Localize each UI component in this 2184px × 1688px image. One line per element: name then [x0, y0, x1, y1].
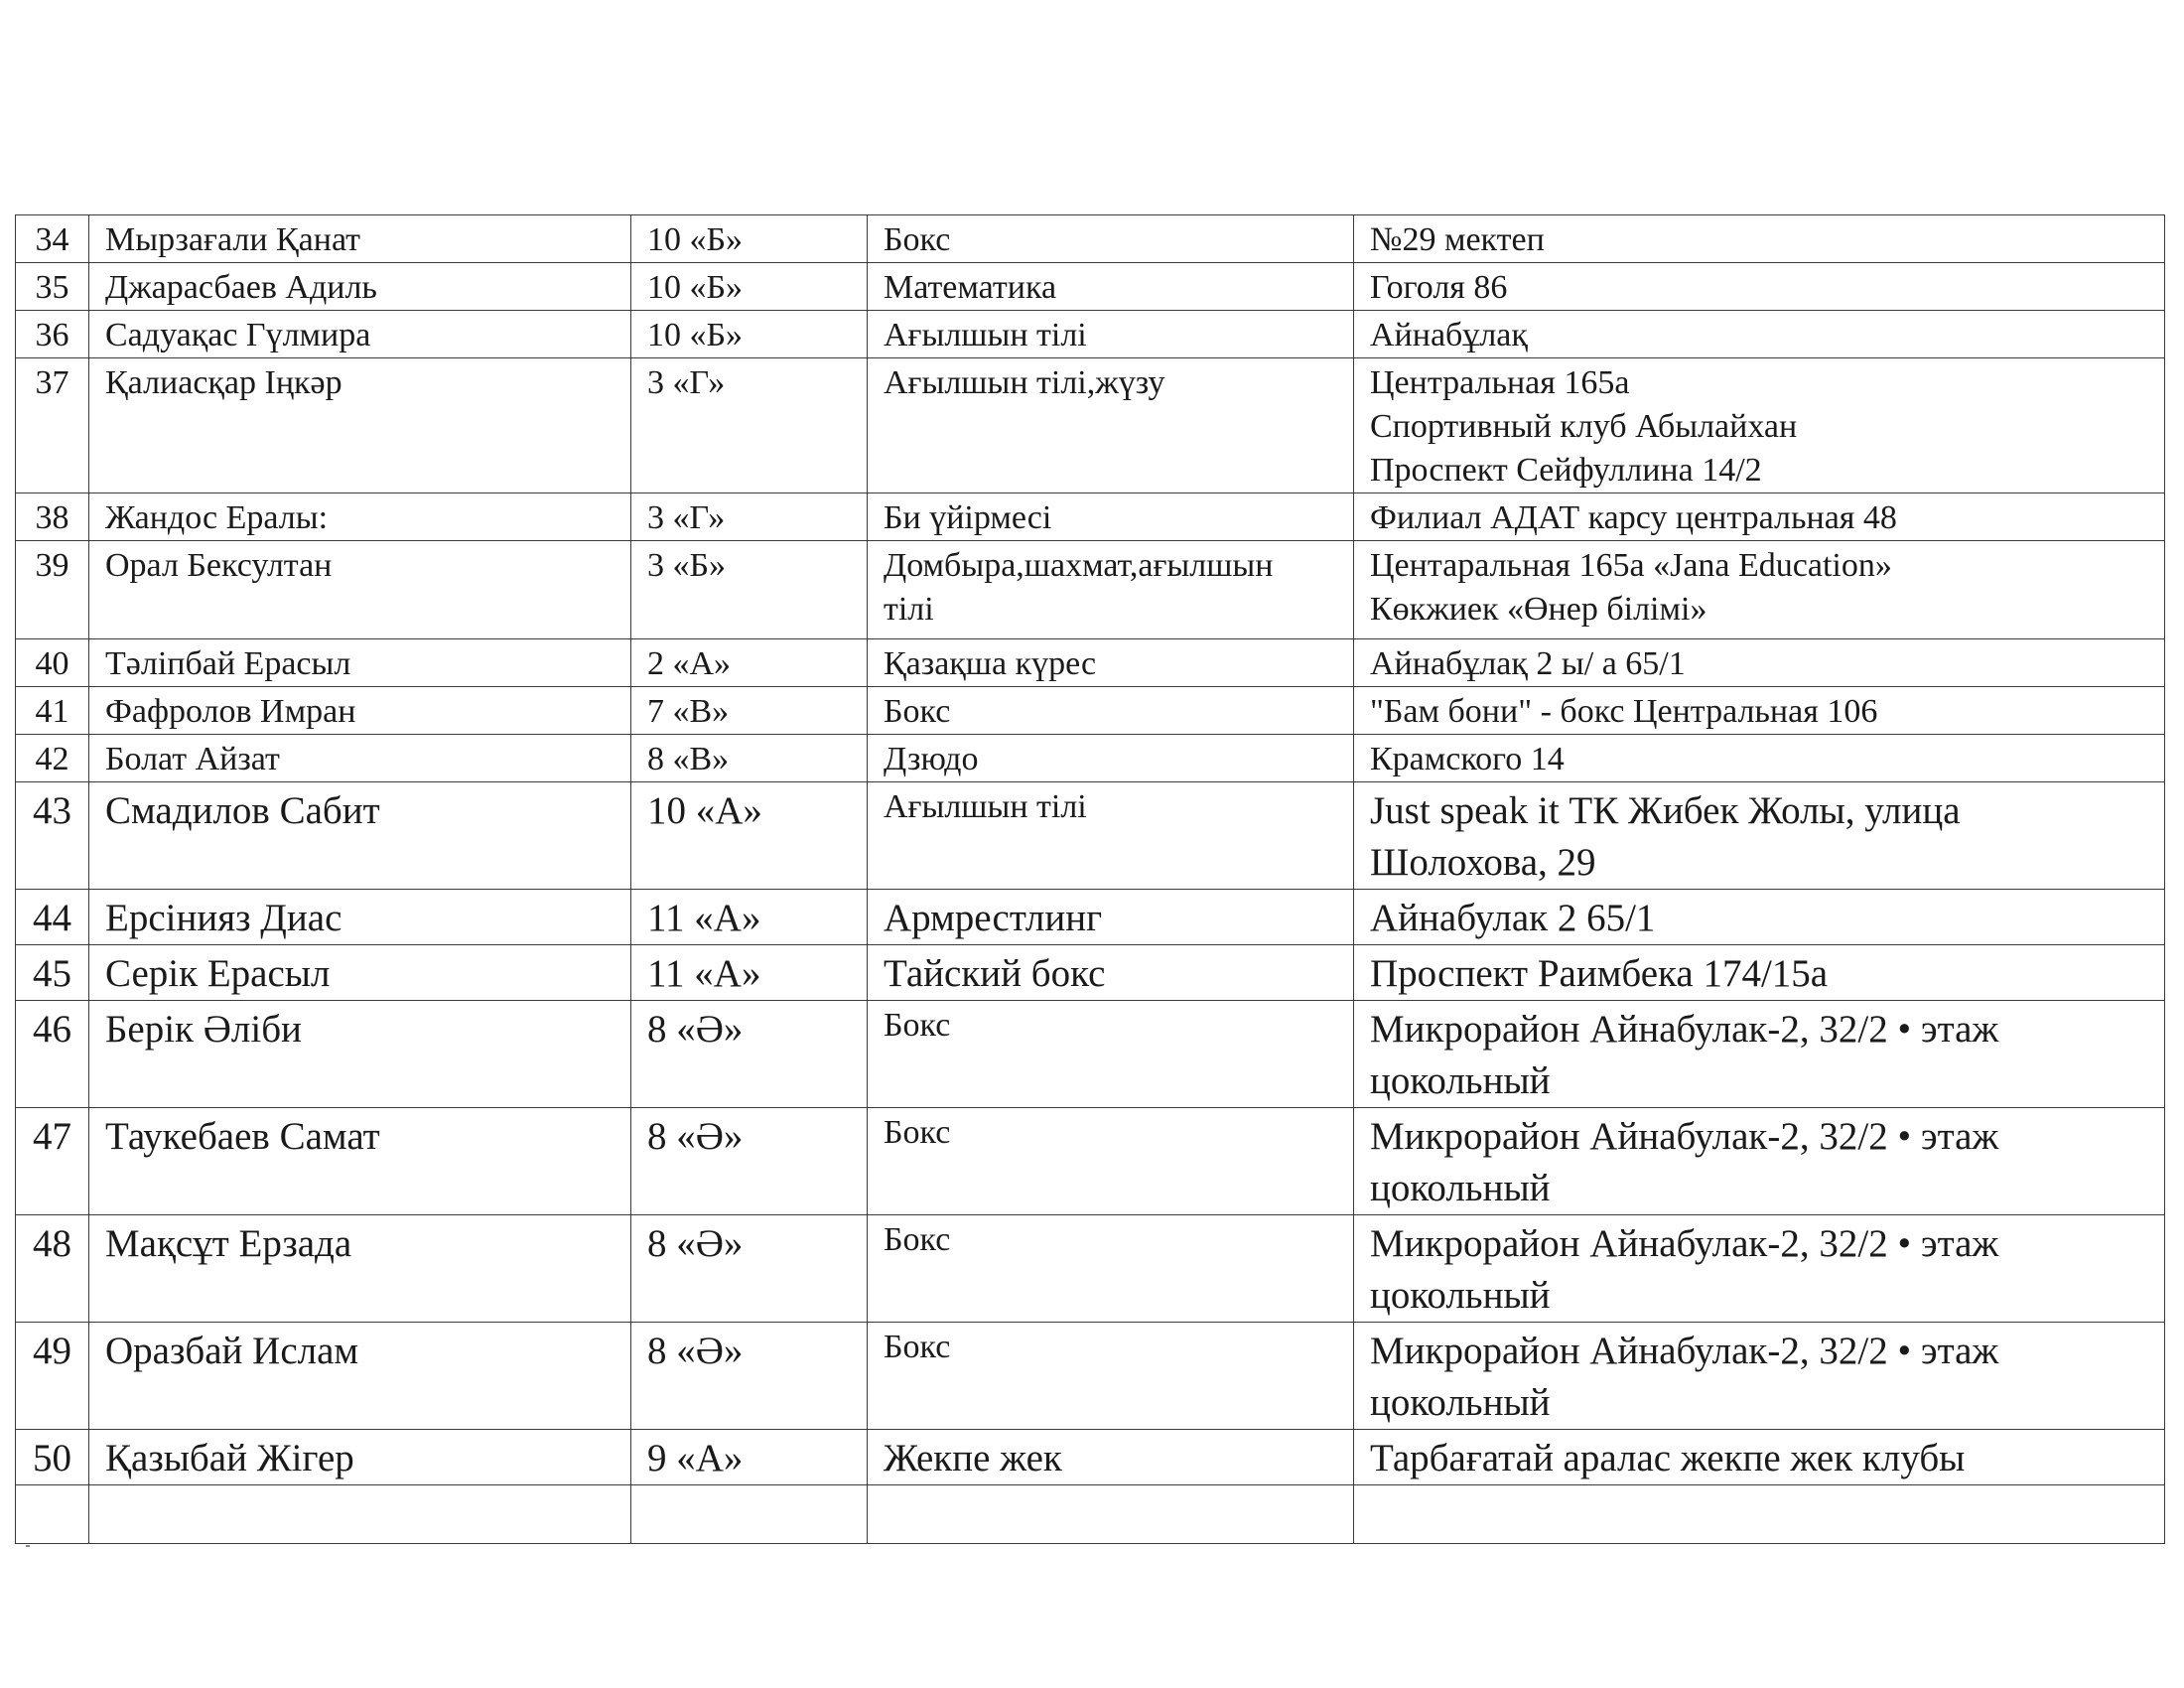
activity-place: Микрорайон Айнабулак-2, 32/2 • этаж цокольный	[1354, 1108, 2165, 1215]
student-grade: 8 «Ә»	[631, 1001, 868, 1108]
table-row	[16, 1108, 2165, 1215]
table-row	[16, 639, 2165, 687]
row-number: 48	[16, 1215, 89, 1323]
row-number: 39	[16, 541, 89, 639]
student-name: Таукебаев Самат	[89, 1108, 631, 1215]
activity-place: Микрорайон Айнабулак-2, 32/2 • этаж цокольный	[1354, 1215, 2165, 1323]
activity-place: Крамского 14	[1354, 735, 2165, 782]
student-grade: 8 «Ә»	[631, 1323, 868, 1430]
student-name: Оразбай Ислам	[89, 1323, 631, 1430]
activity-place: Микрорайон Айнабулак-2, 32/2 • этаж цокольный	[1354, 1323, 2165, 1430]
table-row	[16, 215, 2165, 263]
student-activity: Ағылшын тілі	[868, 311, 1354, 358]
activity-place: Айнабұлақ 2 ы/ а 65/1	[1354, 639, 2165, 687]
row-number: 38	[16, 493, 89, 541]
row-number: 47	[16, 1108, 89, 1215]
empty-cell	[1354, 1485, 2165, 1544]
student-activity: Бокс	[868, 1108, 1354, 1215]
student-name: Мырзағали Қанат	[89, 215, 631, 263]
student-activity: Бокс	[868, 1001, 1354, 1108]
student-activity: Домбыра,шахмат,ағылшын тілі	[868, 541, 1354, 639]
row-number: 43	[16, 782, 89, 890]
student-name: Жандос Ералы:	[89, 493, 631, 541]
student-grade: 3 «Г»	[631, 493, 868, 541]
activity-place: Центральная 165а Спортивный клуб Абылайхан Проспект Сейфуллина 14/2	[1354, 358, 2165, 493]
student-name: Тәліпбай Ерасыл	[89, 639, 631, 687]
student-grade: 8 «В»	[631, 735, 868, 782]
student-name: Садуақас Гүлмира	[89, 311, 631, 358]
activity-place: "Бам бони" - бокс Центральная 106	[1354, 687, 2165, 735]
student-name: Қалиасқар Іңкәр	[89, 358, 631, 493]
row-number: 36	[16, 311, 89, 358]
row-number: 42	[16, 735, 89, 782]
row-number: 40	[16, 639, 89, 687]
activity-place: Гоголя 86	[1354, 263, 2165, 311]
table-row-empty	[16, 1485, 2165, 1544]
table-row	[16, 687, 2165, 735]
student-activity: Армрестлинг	[868, 890, 1354, 945]
student-grade: 8 «Ә»	[631, 1108, 868, 1215]
student-grade: 3 «Б»	[631, 541, 868, 639]
row-number: 45	[16, 945, 89, 1001]
student-grade: 7 «В»	[631, 687, 868, 735]
table-row	[16, 263, 2165, 311]
row-number: 49	[16, 1323, 89, 1430]
student-grade: 9 «А»	[631, 1430, 868, 1485]
student-grade: 11 «А»	[631, 945, 868, 1001]
students-table-container	[15, 214, 2164, 1544]
student-name: Берік Әліби	[89, 1001, 631, 1108]
student-grade: 10 «А»	[631, 782, 868, 890]
empty-cell	[16, 1485, 89, 1544]
activity-place: Микрорайон Айнабулак-2, 32/2 • этаж цокольный	[1354, 1001, 2165, 1108]
student-grade: 10 «Б»	[631, 311, 868, 358]
table-row	[16, 1323, 2165, 1430]
student-grade: 10 «Б»	[631, 215, 868, 263]
student-activity: Би үйірмесі	[868, 493, 1354, 541]
activity-place: Айнабулак 2 65/1	[1354, 890, 2165, 945]
table-row	[16, 311, 2165, 358]
table-row	[16, 782, 2165, 890]
row-number: 44	[16, 890, 89, 945]
table-row	[16, 945, 2165, 1001]
student-grade: 2 «А»	[631, 639, 868, 687]
empty-cell	[868, 1485, 1354, 1544]
student-activity: Бокс	[868, 1323, 1354, 1430]
scan-speck	[26, 1545, 30, 1547]
activity-place: Проспект Раимбека 174/15а	[1354, 945, 2165, 1001]
student-name: Серік Ерасыл	[89, 945, 631, 1001]
table-row	[16, 1215, 2165, 1323]
table-row	[16, 735, 2165, 782]
student-name: Болат Айзат	[89, 735, 631, 782]
student-activity: Тайский бокс	[868, 945, 1354, 1001]
student-grade: 3 «Г»	[631, 358, 868, 493]
student-activity: Бокс	[868, 1215, 1354, 1323]
student-name: Смадилов Сабит	[89, 782, 631, 890]
activity-place: Тарбағатай аралас жекпе жек клубы	[1354, 1430, 2165, 1485]
activity-place: №29 мектеп	[1354, 215, 2165, 263]
student-activity: Қазақша күрес	[868, 639, 1354, 687]
student-activity: Ағылшын тілі,жүзу	[868, 358, 1354, 493]
table-row	[16, 493, 2165, 541]
empty-cell	[89, 1485, 631, 1544]
student-grade: 11 «А»	[631, 890, 868, 945]
student-grade: 10 «Б»	[631, 263, 868, 311]
student-name: Ерсінияз Диас	[89, 890, 631, 945]
table-row	[16, 890, 2165, 945]
student-name: Орал Бексултан	[89, 541, 631, 639]
student-name: Джарасбаев Адиль	[89, 263, 631, 311]
activity-place: Филиал АДАТ карсу центральная 48	[1354, 493, 2165, 541]
student-grade: 8 «Ә»	[631, 1215, 868, 1323]
activity-place: Центаральная 165а «Jana Education» Көкжиек «Өнер білімі»	[1354, 541, 2165, 639]
table-row	[16, 1001, 2165, 1108]
row-number: 41	[16, 687, 89, 735]
student-activity: Жекпе жек	[868, 1430, 1354, 1485]
student-activity: Бокс	[868, 215, 1354, 263]
table-row	[16, 541, 2165, 639]
activity-place: Just speak it ТК Жибек Жолы, улица Шолохова, 29	[1354, 782, 2165, 890]
student-activity: Ағылшын тілі	[868, 782, 1354, 890]
student-name: Фафролов Имран	[89, 687, 631, 735]
row-number: 35	[16, 263, 89, 311]
table-row	[16, 358, 2165, 493]
students-table	[15, 214, 2165, 1544]
table-row	[16, 1430, 2165, 1485]
student-name: Қазыбай Жігер	[89, 1430, 631, 1485]
empty-cell	[631, 1485, 868, 1544]
row-number: 46	[16, 1001, 89, 1108]
student-activity: Бокс	[868, 687, 1354, 735]
student-activity: Дзюдо	[868, 735, 1354, 782]
student-activity: Математика	[868, 263, 1354, 311]
row-number: 37	[16, 358, 89, 493]
row-number: 34	[16, 215, 89, 263]
activity-place: Айнабұлақ	[1354, 311, 2165, 358]
row-number: 50	[16, 1430, 89, 1485]
student-name: Мақсұт Ерзада	[89, 1215, 631, 1323]
